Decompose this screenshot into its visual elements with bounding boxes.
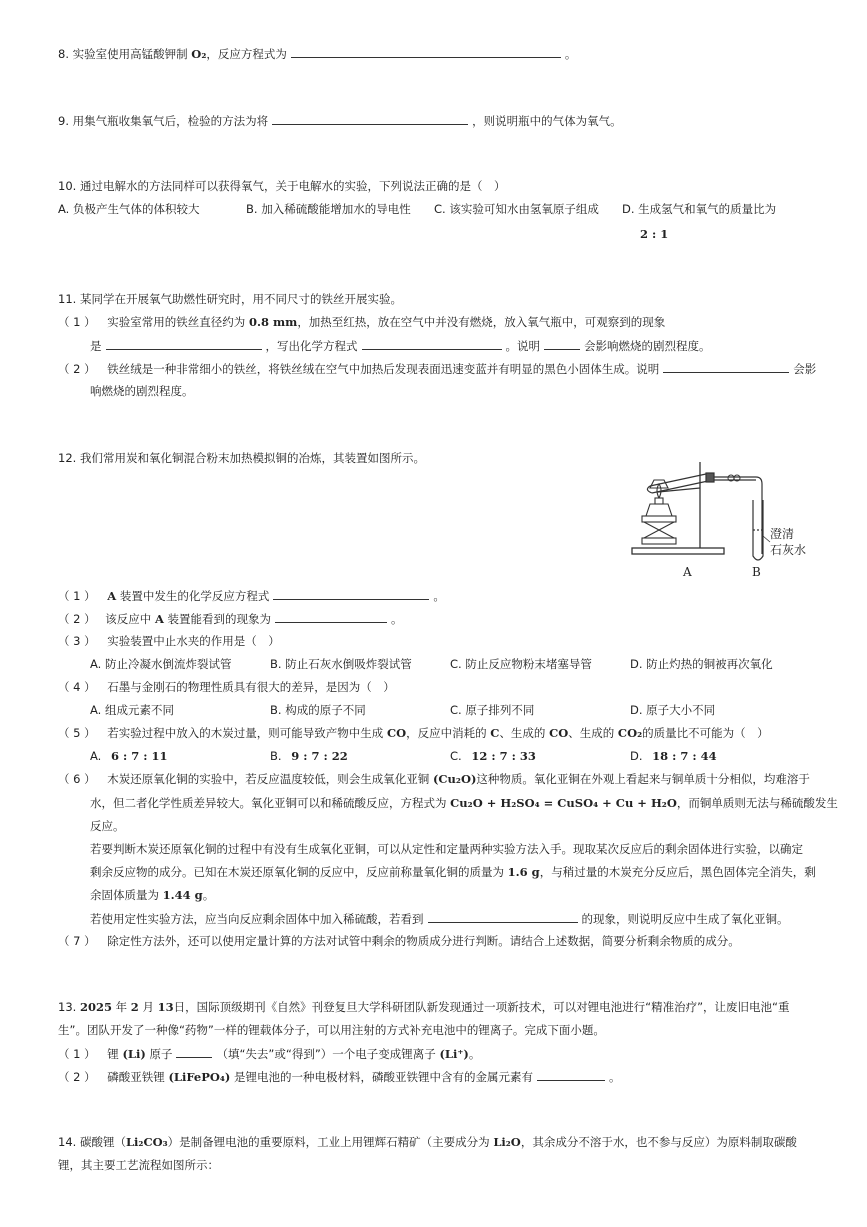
q12-part6-text-2a: 水，但二者化学性质差异较大。氧化亚铜可以和稀硫酸反应，方程式为: [90, 796, 447, 810]
q12-part6-text-2b: ，而铜单质则无法与稀硫酸发生: [676, 796, 838, 810]
q12-part6-text-1b: 这种物质。氧化亚铜在外观上看起来与铜单质十分相似，均难溶于: [476, 772, 810, 786]
q13-text-year: 年: [115, 1000, 128, 1014]
q12-part1-blank[interactable]: [273, 587, 429, 600]
q13-line1: [58, 999, 790, 1015]
q8-line: [58, 45, 576, 62]
q12-part5-option-c[interactable]: [450, 748, 536, 764]
q12-part4-option-b[interactable]: B. 构成的原子不同: [270, 703, 366, 717]
q12-part4-text: 石墨与金刚石的物理性质具有很大的差异，是因为（ ）: [107, 680, 395, 694]
q12-part2-end: 。: [391, 612, 403, 626]
q8-answer-blank[interactable]: [291, 45, 561, 58]
q10-option-c[interactable]: C. 该实验可知水由氢氧原子组成: [434, 202, 599, 216]
q12-part7-number: （ 7 ）: [58, 934, 96, 948]
test-tube-b-icon: [753, 477, 763, 560]
q13-line2: 生”。团队开发了一种像“药物”一样的锂载体分子，可以用注射的方式补充电池中的锂离子。完成下面小题。: [58, 1023, 605, 1037]
q12-part6-text-1a: 木炭还原氧化铜的实验中，若反应温度较低，则会生成氧化亚铜: [107, 772, 430, 786]
limewater-label-2: 石灰水: [770, 543, 807, 557]
q11-phenomenon-blank[interactable]: [106, 337, 262, 350]
q14-text-c: ，其余成分不溶于水，也不参与反应）为原料制取碳酸: [520, 1135, 797, 1149]
q12-part3: [58, 633, 280, 649]
q12-part6-line1: [58, 771, 810, 787]
q12-part6-text-6a: 余固体质量为: [90, 888, 159, 902]
q12-part5-option-a[interactable]: [90, 748, 168, 764]
q11-part2-line2: 响燃烧的剧烈程度。: [90, 384, 194, 398]
q12-part6-line7: [90, 910, 789, 927]
q12-part2-text: 该反应中: [105, 612, 152, 626]
q12-part3-option-a[interactable]: A. 防止冷凝水倒流炸裂试管: [90, 657, 232, 671]
q13-part1: [58, 1045, 480, 1062]
q12-part4: [58, 679, 395, 695]
q11-part1-text-f: 会影响燃烧的剧烈程度。: [584, 339, 711, 353]
q11-stem: 11. 某同学在开展氧气助燃性研究时，用不同尺寸的铁丝开展实验。: [58, 292, 402, 306]
q10-option-d[interactable]: D. 生成氢气和氧气的质量比为: [622, 202, 777, 216]
q12-part6-formula: (Cu₂O): [432, 772, 477, 786]
q12-part3-number: （ 3 ）: [58, 634, 96, 648]
q12-part5-text: 若实验过程中放入的木炭过量，则可能导致产物中生成: [107, 726, 384, 740]
q12-part6-blank[interactable]: [428, 910, 578, 923]
option-ratio: 9 : 7 : 22: [291, 749, 348, 763]
q13-part1-blank[interactable]: [176, 1045, 212, 1058]
q12-part7: [58, 933, 740, 949]
apparatus-label-b: B: [752, 565, 761, 579]
q11-part2-number: （ 2 ）: [58, 362, 96, 376]
q13-year: 2025: [79, 1000, 112, 1014]
alcohol-lamp-icon: [646, 480, 672, 516]
q8-text-mid: ，反应方程式为: [206, 47, 287, 61]
q12-part5-number: （ 5 ）: [58, 726, 96, 740]
q11-part2-line1: [58, 360, 816, 377]
q13-part2-text: 磷酸亚铁锂: [107, 1070, 165, 1084]
q12-part5-text-b: ，反应中消耗的: [406, 726, 487, 740]
q12-part3-option-d[interactable]: D. 防止灼热的铜被再次氧化: [630, 657, 773, 671]
q13-number: 13.: [58, 1000, 77, 1014]
q12-part5-text-e: 、生成的: [568, 726, 615, 740]
q11-equation-blank[interactable]: [362, 337, 502, 350]
q12-part4-number: （ 4 ）: [58, 680, 96, 694]
q14-text-a: 14. 碳酸锂（: [58, 1135, 126, 1149]
option-ratio: 18 : 7 : 44: [652, 749, 717, 763]
q12-part4-option-a[interactable]: A. 组成元素不同: [90, 703, 174, 717]
q14-li2co3: Li₂CO₃: [125, 1135, 168, 1149]
q12-part6-number: （ 6 ）: [58, 772, 96, 786]
q12-part1-number: （ 1 ）: [58, 589, 96, 603]
q12-part2-blank[interactable]: [275, 610, 387, 623]
q12-part4-option-d[interactable]: D. 原子大小不同: [630, 703, 716, 717]
q11-part1-text-e: 。说明: [505, 339, 540, 353]
q12-part5: [58, 725, 769, 741]
q12-part4-option-c[interactable]: C. 原子排列不同: [450, 703, 535, 717]
q12-part5-c: C: [490, 726, 500, 740]
q9-answer-blank[interactable]: [272, 112, 468, 125]
q12-part6-line6: [90, 887, 214, 903]
q14-line2: 锂，其主要工艺流程如图所示：: [58, 1158, 219, 1172]
limewater-label-1: 澄清: [770, 527, 795, 541]
q13-day: 13: [157, 1000, 174, 1014]
q10-option-d-ratio: 2 : 1: [640, 227, 669, 241]
apparatus-figure: [628, 460, 818, 580]
q13-lifepo4: (LiFePO₄): [168, 1070, 231, 1084]
q8-formula: O₂: [191, 47, 207, 61]
q11-part1-number: （ 1 ）: [58, 315, 96, 329]
option-letter: B.: [270, 749, 282, 763]
q12-part6-equation: Cu₂O + H₂SO₄ = CuSO₄ + Cu + H₂O: [450, 796, 677, 810]
q11-part1-text-c: 是: [90, 339, 102, 353]
option-letter: A.: [90, 749, 102, 763]
q13-part2-blank[interactable]: [537, 1068, 605, 1081]
q10-option-a[interactable]: A. 负极产生气体的体积较大: [58, 202, 200, 216]
q8-end: 。: [564, 47, 577, 61]
q12-part6-line4: 若要判断木炭还原氧化铜的过程中有没有生成氧化亚铜，可以从定性和定量两种实验方法入手。现取某次反应后的剩余固体进行实验，以确定: [90, 842, 803, 856]
q12-part6-text-7b: 的现象，则说明反应中生成了氧化亚铜。: [581, 912, 789, 926]
q12-part3-option-c[interactable]: C. 防止反应物粉末堵塞导管: [450, 657, 592, 671]
q13-text-month: 月: [142, 1000, 154, 1014]
q13-li-ion: (Li⁺): [439, 1047, 469, 1061]
q12-part6-mass-cuo: 1.6 g: [507, 865, 540, 879]
q13-text-1: 日，国际顶级期刊《自然》刊登复旦大学科研团队新发现通过一项新技术，可以对锂电池进行“精准治疗”，让废旧电池“重: [173, 1000, 790, 1014]
q11-part2-text: 铁丝绒是一种非常细小的铁丝，将铁丝绒在空气中加热后发现表面迅速变蓝并有明显的黑色小固体生成。说明: [107, 362, 660, 376]
q13-part1-number: （ 1 ）: [58, 1047, 96, 1061]
q12-part6-text-6b: 。: [202, 888, 215, 902]
lab-jack-icon: [642, 516, 676, 544]
q12-part7-text: 除定性方法外，还可以使用定量计算的方法对试管中剩余的物质成分进行判断。请结合上述数据，简要分析剩余物质的成分。: [107, 934, 740, 948]
q10-option-b[interactable]: B. 加入稀硫酸能增加水的导电性: [246, 202, 411, 216]
q12-part6-text-5b: ，与稍过量的木炭充分反应后，黑色固体完全消失，剩: [539, 865, 816, 879]
q12-stem: 12. 我们常用炭和氧化铜混合粉末加热模拟铜的冶炼，其装置如图所示。: [58, 451, 425, 465]
q14-line1: [58, 1134, 797, 1150]
q12-part2-a: A: [154, 612, 164, 626]
q13-part1-text: 锂: [107, 1047, 119, 1061]
q14-text-b: ）是制备锂电池的重要原料，工业上用锂辉石精矿（主要成分为: [167, 1135, 490, 1149]
q13-month: 2: [130, 1000, 139, 1014]
option-letter: C.: [450, 749, 462, 763]
q12-part5-co-2: CO: [549, 726, 569, 740]
q13-part1-text-c: （填“失去”或“得到”）一个电子变成锂离子: [216, 1047, 436, 1061]
q13-part2-text-b: 是锂电池的一种电极材料，磷酸亚铁锂中含有的金属元素有: [234, 1070, 534, 1084]
option-ratio: 6 : 7 : 11: [110, 749, 168, 763]
q12-part5-option-d[interactable]: [630, 748, 717, 764]
q9-end: ，则说明瓶中的气体为氧气。: [472, 114, 622, 128]
q11-part1-line2: [90, 337, 711, 354]
q11-factor-blank[interactable]: [544, 337, 580, 350]
q12-part2-number: （ 2 ）: [58, 612, 96, 626]
q11-part1-text-d: ，写出化学方程式: [265, 339, 358, 353]
q12-part5-co: CO: [386, 726, 407, 740]
q11-part2-blank[interactable]: [663, 360, 789, 373]
q12-part1-text: 装置中发生的化学反应方程式: [119, 589, 270, 603]
q13-part2: [58, 1068, 621, 1085]
q12-part6-line2: [90, 795, 838, 811]
q13-part1-text-b: 原子: [149, 1047, 173, 1061]
q12-part5-text-d: 、生成的: [499, 726, 546, 740]
q11-part2-text-b: 会影: [793, 362, 817, 376]
q12-part1-end: 。: [433, 589, 445, 603]
q13-part1-end: 。: [468, 1047, 481, 1061]
option-letter: D.: [630, 749, 643, 763]
q9-line: [58, 112, 622, 129]
q13-li-symbol: (Li): [122, 1047, 146, 1061]
q11-part1-line1: [58, 314, 665, 330]
q12-part5-co2: CO₂: [617, 726, 643, 740]
q11-part1-text-b: ，加热至红热，放在空气中并没有燃烧，放入氧气瓶中，可观察到的现象: [297, 315, 666, 329]
q12-part6-line3: 反应。: [90, 819, 125, 833]
q12-part3-text: 实验装置中止水夹的作用是（ ）: [107, 634, 280, 648]
q12-part2: [58, 610, 403, 627]
q12-part6-text-5a: 剩余反应物的成分。已知在木炭还原氧化铜的反应中，反应前称量氧化铜的质量为: [90, 865, 504, 879]
q13-part2-number: （ 2 ）: [58, 1070, 96, 1084]
q12-part6-mass-remain: 1.44 g: [162, 888, 203, 902]
q12-part5-text-f: 的质量比不可能为（ ）: [642, 726, 769, 740]
q12-part6-text-7a: 若使用定性实验方法，应当向反应剩余固体中加入稀硫酸，若看到: [90, 912, 424, 926]
q11-part1-text: 实验室常用的铁丝直径约为: [107, 315, 246, 329]
q12-part3-option-b[interactable]: B. 防止石灰水倒吸炸裂试管: [270, 657, 412, 671]
q10-stem: 10. 通过电解水的方法同样可以获得氧气，关于电解水的实验，下列说法正确的是（ ）: [58, 179, 506, 193]
q14-li2o: Li₂O: [493, 1135, 521, 1149]
apparatus-label-a: A: [683, 565, 692, 579]
q11-wire-diameter: 0.8 mm: [248, 315, 298, 329]
q13-part2-end: 。: [609, 1070, 621, 1084]
q9-text: 9. 用集气瓶收集氧气后，检验的方法为将: [58, 114, 269, 128]
q12-part2-text-c: 装置能看到的现象为: [167, 612, 272, 626]
option-ratio: 12 : 7 : 33: [471, 749, 536, 763]
q8-text: 8. 实验室使用高锰酸钾制: [58, 47, 188, 61]
q12-part1-a: A: [107, 589, 117, 603]
q12-part5-option-b[interactable]: [270, 748, 348, 764]
q12-part1: [58, 587, 445, 604]
q12-part6-line5: [90, 864, 816, 880]
